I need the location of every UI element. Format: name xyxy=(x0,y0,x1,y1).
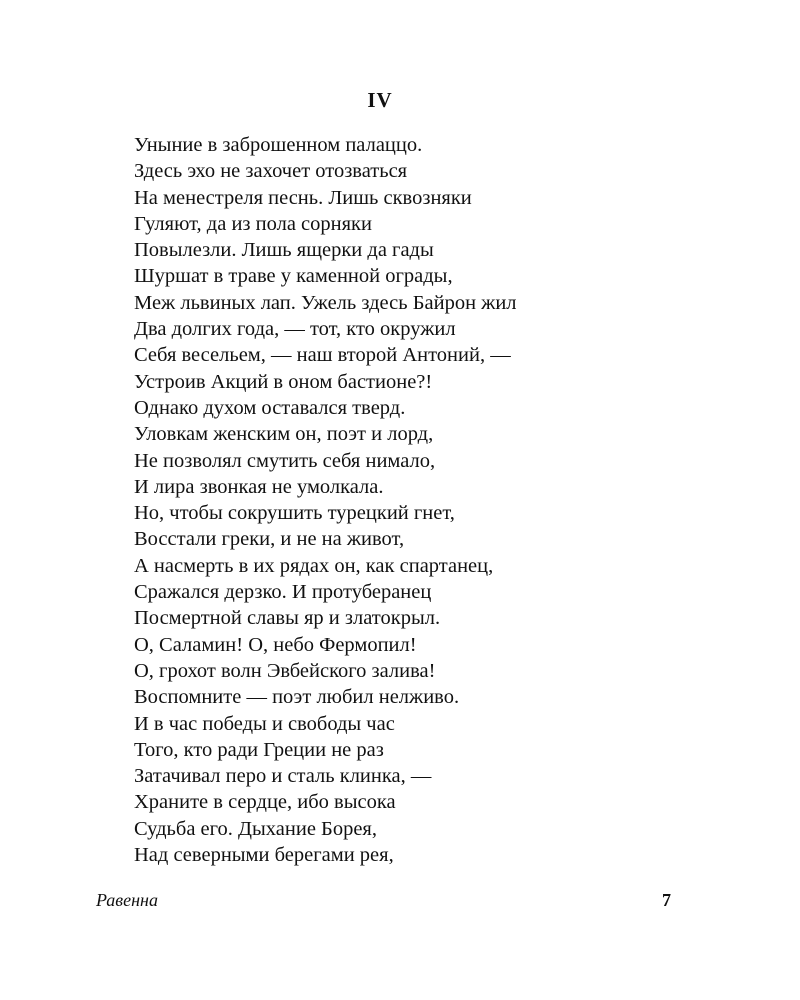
poem-line: Того, кто ради Греции не раз xyxy=(134,738,384,761)
poem-line: Затачивал перо и сталь клинка, — xyxy=(134,765,432,788)
poem-line: Судьба его. Дыхание Борея, xyxy=(134,817,377,840)
poem-line: Здесь эхо не захочет отозваться xyxy=(134,160,408,183)
poem-line: Воспомните — поэт любил нелживо. xyxy=(134,686,460,709)
poem-line: А насмерть в их рядах он, как спартанец, xyxy=(134,554,494,577)
poem-line: И в час победы и свободы час xyxy=(134,712,395,735)
poem-line: Повылезли. Лишь ящерки да гады xyxy=(134,239,434,262)
poem-line: Шуршат в траве у каменной ограды, xyxy=(134,265,453,288)
poem-line: Не позволял смутить себя нимало, xyxy=(134,449,436,472)
poem-line: Восстали греки, и не на живот, xyxy=(134,528,405,551)
poem-line: Уныние в заброшенном палаццо. xyxy=(134,134,423,156)
poem-line: Над северными берегами рея, xyxy=(134,844,394,867)
poem-line: Гуляют, да из пола сорняки xyxy=(134,212,372,235)
poem-line: Но, чтобы сокрушить турецкий гнет, xyxy=(134,502,455,525)
poem-line: О, Саламин! О, небо Фермопил! xyxy=(134,633,417,656)
section-number: IV xyxy=(367,88,393,112)
poem-line: Меж львиных лап. Ужель здесь Байрон жил xyxy=(134,291,517,314)
poem-line: Однако духом оставался тверд. xyxy=(134,396,406,419)
poem-line: Два долгих года, — тот, кто окружил xyxy=(134,318,456,341)
poem-line: Сражался дерзко. И протуберанец xyxy=(134,581,432,604)
page-number: 7 xyxy=(662,890,671,910)
poem-line: И лира звонкая не умолкала. xyxy=(134,475,384,498)
poem-line: Себя весельем, — наш второй Антоний, — xyxy=(134,344,511,367)
poem-line: Уловкам женским он, поэт и лорд, xyxy=(134,423,434,446)
poem-line: О, грохот волн Эвбейского залива! xyxy=(134,659,436,682)
poem-line: На менестреля песнь. Лишь сквозняки xyxy=(134,186,472,209)
poem-text xyxy=(134,132,517,868)
running-footer-place: Равенна xyxy=(96,890,158,910)
poem-line: Храните в сердце, ибо высока xyxy=(134,791,396,814)
poem-line: Посмертной славы яр и златокрыл. xyxy=(134,607,441,630)
poem-line: Устроив Акций в оном бастионе?! xyxy=(134,370,433,393)
